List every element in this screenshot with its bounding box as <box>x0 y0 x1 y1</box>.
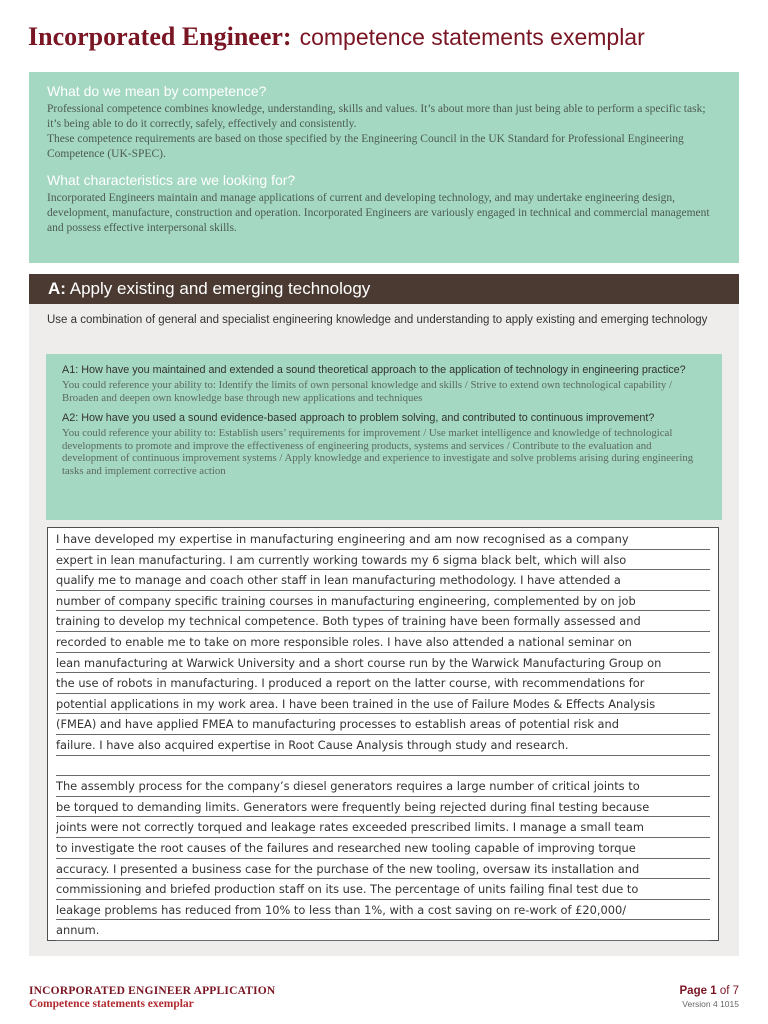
footer-application-title: INCORPORATED ENGINEER APPLICATION <box>29 985 276 997</box>
evidence-line: lean manufacturing at Warwick University and a short course run by the Warwick Manufacturing Group on <box>56 653 710 674</box>
evidence-line: leakage problems has reduced from 10% to less than 1%, with a cost saving on re-work of £20,000/ <box>56 900 710 921</box>
footer-left <box>29 985 275 1011</box>
question-panel <box>46 354 722 520</box>
characteristics-heading: What characteristics are we looking for? <box>47 172 296 188</box>
evidence-line: The assembly process for the company’s diesel generators requires a large number of critical joints to <box>56 776 710 797</box>
evidence-statement-box[interactable] <box>47 527 719 941</box>
evidence-line: to investigate the root causes of the failures and researched new tooling capable of improving torque <box>56 838 710 859</box>
evidence-line: number of company specific training courses in manufacturing engineering, complemented by on job <box>56 591 710 612</box>
page-total: of 7 <box>719 985 739 997</box>
page-title-rest: competence statements exemplar <box>299 24 645 50</box>
section-letter: A: <box>48 279 66 298</box>
evidence-line <box>56 756 710 777</box>
competence-text-1: Professional competence combines knowledge, understanding, skills and values. It’s about more than just being able to perform a specific task; it’s being able to do it correctly, safely, effectively and consistently. <box>47 103 706 130</box>
page-label: Page <box>679 985 707 997</box>
evidence-line: I have developed my expertise in manufacturing engineering and am now recognised as a company <box>56 529 710 550</box>
version-label: Version 4 1015 <box>682 999 739 1009</box>
page-current: 1 <box>710 985 717 997</box>
evidence-line: qualify me to manage and coach other staff in lean manufacturing methodology. I have attended a <box>56 570 710 591</box>
page-number <box>680 985 740 998</box>
evidence-line: the use of robots in manufacturing. I produced a report on the latter course, with recommendations for <box>56 673 710 694</box>
question-a1-guidance: You could reference your ability to: Identify the limits of own personal knowledge and skills / Strive to extend own technological capability / Broaden and deepen own knowledge base through new applications and techniques <box>62 379 672 404</box>
evidence-line: failure. I have also acquired expertise in Root Cause Analysis through study and research. <box>56 735 710 756</box>
footer-document-title: Competence statements exemplar <box>29 998 194 1010</box>
evidence-line: expert in lean manufacturing. I am currently working towards my 6 sigma black belt, which will also <box>56 550 710 571</box>
question-a2-guidance: You could reference your ability to: Establish users’ requirements for improvement / Use market intelligence and knowledge of technological developments to promote and improve the effectiveness of engineering products, systems and services / Contribute to the evaluation and development of continuous improvement systems / Apply knowledge and experience to investigate and solve problems arising during engineering tasks and implement corrective action <box>62 427 694 477</box>
section-title: Apply existing and emerging technology <box>69 279 371 298</box>
evidence-line: annum. <box>56 920 710 941</box>
evidence-line: joints were not correctly torqued and leakage rates exceeded prescribed limits. I manage a small team <box>56 817 710 838</box>
evidence-line: recorded to enable me to take on more responsible roles. I have also attended a national seminar on <box>56 632 710 653</box>
page-title <box>28 20 748 54</box>
intro-panel <box>29 72 739 263</box>
evidence-line: commissioning and briefed production staff on its use. The percentage of units failing final test due to <box>56 879 710 900</box>
footer-right <box>680 985 740 1011</box>
question-a1-title: A1: How have you maintained and extended a sound theoretical approach to the application of technology in engineering practice? <box>62 364 686 376</box>
section-body <box>29 304 739 956</box>
evidence-line: accuracy. I presented a business case for the purchase of the new tooling, oversaw its installation and <box>56 859 710 880</box>
section-intro: Use a combination of general and specialist engineering knowledge and understanding to apply existing and emerging technology <box>47 314 708 326</box>
section-header <box>29 274 739 304</box>
evidence-line: be torqued to demanding limits. Generators were frequently being rejected during final testing because <box>56 797 710 818</box>
page-title-lead: Incorporated Engineer: <box>28 22 292 51</box>
question-a2-title: A2: How have you used a sound evidence-based approach to problem solving, and contributed to continuous improvement? <box>62 412 655 425</box>
evidence-line: potential applications in my work area. I have been trained in the use of Failure Modes & Effects Analysis <box>56 694 710 715</box>
competence-text-2: These competence requirements are based on those specified by the Engineering Council in the UK Standard for Professional Engineering Competence (UK-SPEC). <box>47 133 684 160</box>
characteristics-text: Incorporated Engineers maintain and manage applications of current and developing technology, and may undertake engineering design, development, manufacture, construction and operation. Incorporated Engineers are variously engaged in technical and commercial management and possess effective interpersonal skills. <box>47 192 710 234</box>
evidence-line: training to develop my technical competence. Both types of training have been formally assessed and <box>56 611 710 632</box>
competence-heading: What do we mean by competence? <box>47 83 267 99</box>
evidence-line: (FMEA) and have applied FMEA to manufacturing processes to establish areas of potential risk and <box>56 714 710 735</box>
